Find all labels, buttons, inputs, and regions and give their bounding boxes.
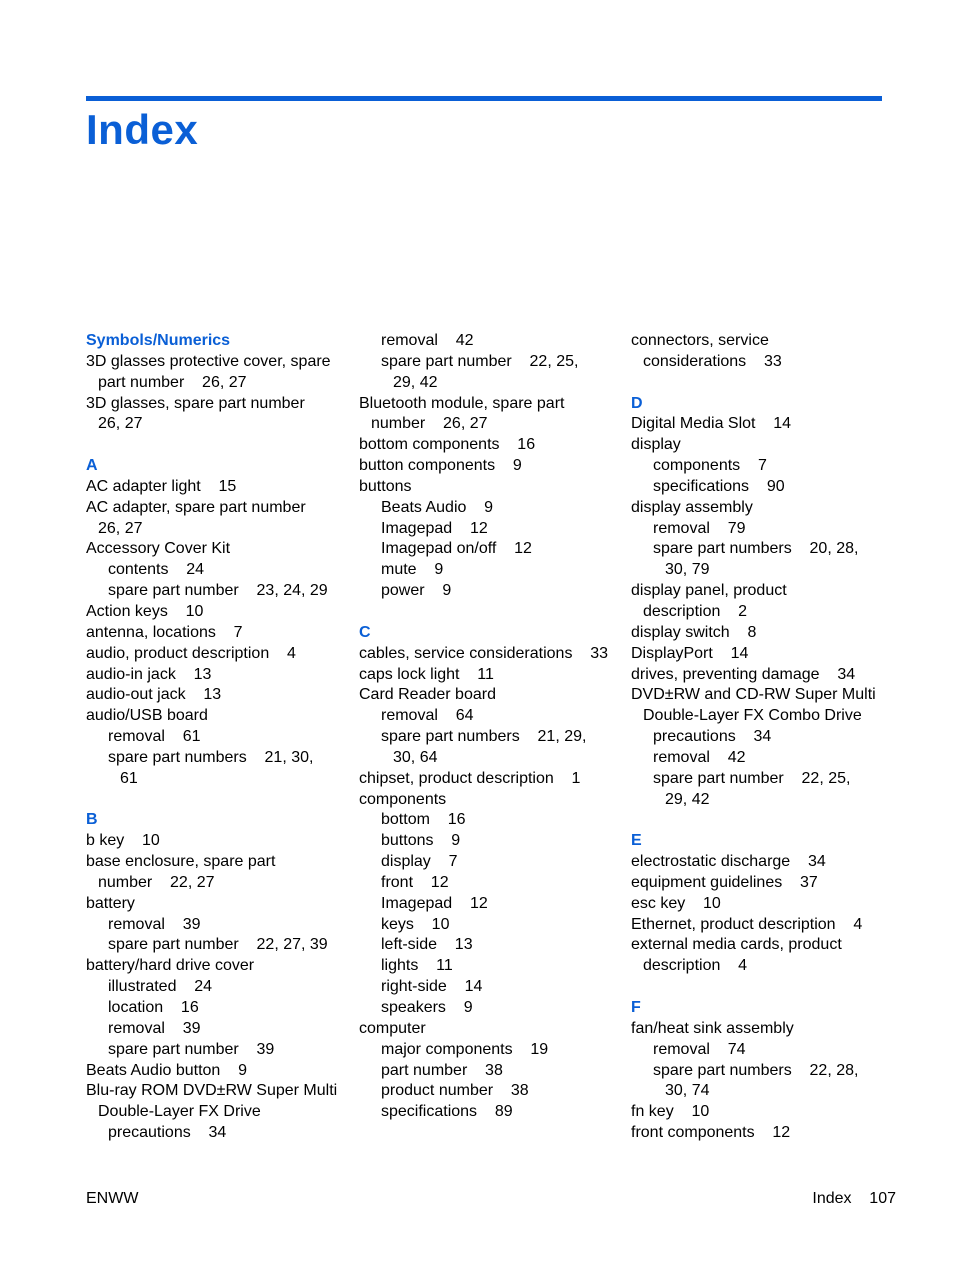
index-section-heading: B bbox=[86, 811, 98, 829]
section-spacer bbox=[86, 790, 348, 811]
index-subentry: buttons 9 bbox=[381, 832, 461, 850]
index-subentry: spare part numbers 21, 30, bbox=[108, 748, 314, 766]
index-subentry: spare part numbers 20, 28, bbox=[653, 540, 859, 558]
page-title: Index bbox=[86, 106, 199, 153]
index-subentry: part number 38 bbox=[381, 1061, 503, 1079]
index-section-heading: C bbox=[359, 623, 371, 641]
index-subentry: 30, 64 bbox=[393, 748, 438, 766]
index-section-heading: Symbols/Numerics bbox=[86, 332, 231, 349]
index-entry: display bbox=[631, 436, 681, 454]
index-entry: 26, 27 bbox=[98, 519, 143, 537]
index-entry: considerations 33 bbox=[643, 352, 782, 370]
index-entry: display switch 8 bbox=[631, 623, 757, 641]
index-entry: audio-in jack 13 bbox=[86, 665, 212, 683]
index-entry: 3D glasses, spare part number bbox=[86, 394, 305, 412]
index-subentry: removal 42 bbox=[381, 332, 474, 349]
index-entry: part number 26, 27 bbox=[98, 373, 247, 391]
index-subentry: 61 bbox=[120, 769, 138, 787]
index-subentry: illustrated 24 bbox=[108, 978, 213, 996]
index-entry: Card Reader board bbox=[359, 686, 496, 704]
index-entry: electrostatic discharge 34 bbox=[631, 853, 826, 871]
index-subentry: front 12 bbox=[381, 873, 449, 891]
index-subentry: product number 38 bbox=[381, 1082, 529, 1100]
index-subentry: left-side 13 bbox=[381, 936, 473, 954]
index-entry: number 26, 27 bbox=[371, 415, 488, 433]
index-entry: external media cards, product bbox=[631, 936, 842, 954]
index-entry: Double-Layer FX Drive bbox=[98, 1103, 261, 1121]
index-section-heading: F bbox=[631, 999, 641, 1016]
index-entry: base enclosure, spare part bbox=[86, 853, 276, 871]
index-subentry: removal 64 bbox=[381, 707, 474, 725]
index-entry: chipset, product description 1 bbox=[359, 769, 581, 787]
index-subentry: display 7 bbox=[381, 853, 458, 871]
index-entry: 3D glasses protective cover, spare bbox=[86, 352, 331, 370]
index-subentry: spare part number 39 bbox=[108, 1040, 275, 1058]
index-subentry: spare part number 22, 25, bbox=[381, 352, 579, 370]
index-subentry: 29, 42 bbox=[665, 790, 710, 808]
index-subentry: spare part numbers 21, 29, bbox=[381, 728, 587, 746]
index-entry: audio, product description 4 bbox=[86, 644, 296, 662]
index-subentry: components 7 bbox=[653, 457, 767, 475]
index-entry: buttons bbox=[359, 477, 412, 495]
index-entry: battery bbox=[86, 894, 135, 912]
index-entry: Digital Media Slot 14 bbox=[631, 415, 792, 433]
section-spacer bbox=[631, 810, 893, 831]
index-entry: Blu-ray ROM DVD±RW Super Multi bbox=[86, 1082, 338, 1100]
index-subentry: mute 9 bbox=[381, 561, 444, 579]
index-entry: cables, service considerations 33 bbox=[359, 644, 609, 662]
index-entry: Bluetooth module, spare part bbox=[359, 394, 565, 412]
section-spacer bbox=[86, 435, 348, 456]
index-column-3 bbox=[631, 331, 893, 1144]
index-column-1 bbox=[86, 331, 348, 1144]
section-spacer bbox=[359, 602, 621, 623]
index-subentry: removal 39 bbox=[108, 915, 201, 933]
index-column-2 bbox=[359, 331, 621, 1123]
index-entry: antenna, locations 7 bbox=[86, 623, 243, 641]
index-entry: Ethernet, product description 4 bbox=[631, 915, 863, 933]
index-subentry: power 9 bbox=[381, 582, 452, 600]
index-entry: fn key 10 bbox=[631, 1103, 710, 1121]
index-entry: 26, 27 bbox=[98, 415, 143, 433]
index-entry: connectors, service bbox=[631, 332, 769, 349]
index-subentry: Imagepad 12 bbox=[381, 519, 488, 537]
index-subentry: removal 42 bbox=[653, 748, 746, 766]
index-subentry: Imagepad on/off 12 bbox=[381, 540, 532, 558]
footer-left: ENWW bbox=[86, 1190, 139, 1207]
section-spacer bbox=[631, 373, 893, 394]
index-entry: AC adapter light 15 bbox=[86, 477, 237, 495]
index-entry: description 2 bbox=[643, 602, 748, 620]
index-subentry: removal 79 bbox=[653, 519, 746, 537]
index-entry: b key 10 bbox=[86, 832, 160, 850]
index-subentry: removal 61 bbox=[108, 728, 201, 746]
index-subentry: specifications 90 bbox=[653, 477, 785, 495]
index-entry: Action keys 10 bbox=[86, 602, 204, 620]
index-subentry: 30, 74 bbox=[665, 1082, 710, 1100]
index-entry: audio-out jack 13 bbox=[86, 686, 222, 704]
index-entry: Beats Audio button 9 bbox=[86, 1061, 248, 1079]
title-rule bbox=[86, 96, 882, 101]
index-subentry: contents 24 bbox=[108, 561, 205, 579]
index-entry: audio/USB board bbox=[86, 707, 208, 725]
index-entry: equipment guidelines 37 bbox=[631, 873, 818, 891]
footer-page-label: Index 107 bbox=[812, 1190, 896, 1207]
section-spacer bbox=[631, 977, 893, 998]
index-entry: display assembly bbox=[631, 498, 753, 516]
index-subentry: location 16 bbox=[108, 999, 199, 1016]
index-entry: computer bbox=[359, 1019, 426, 1037]
index-section-heading: D bbox=[631, 394, 643, 412]
index-entry: battery/hard drive cover bbox=[86, 957, 255, 975]
index-subentry: major components 19 bbox=[381, 1040, 549, 1058]
index-subentry: precautions 34 bbox=[108, 1124, 227, 1142]
index-subentry: 30, 79 bbox=[665, 561, 710, 579]
index-entry: bottom components 16 bbox=[359, 436, 536, 454]
index-subentry: specifications 89 bbox=[381, 1103, 513, 1121]
index-subentry: spare part number 22, 25, bbox=[653, 769, 851, 787]
index-subentry: Beats Audio 9 bbox=[381, 498, 494, 516]
index-subentry: Imagepad 12 bbox=[381, 894, 488, 912]
index-entry: AC adapter, spare part number bbox=[86, 498, 306, 516]
index-subentry: bottom 16 bbox=[381, 811, 466, 829]
index-section-heading: E bbox=[631, 832, 642, 850]
index-subentry: removal 39 bbox=[108, 1019, 201, 1037]
index-entry: display panel, product bbox=[631, 582, 787, 600]
index-entry: drives, preventing damage 34 bbox=[631, 665, 856, 683]
index-subentry: 29, 42 bbox=[393, 373, 438, 391]
index-subentry: lights 11 bbox=[381, 957, 453, 975]
index-subentry: spare part number 23, 24, 29 bbox=[108, 582, 328, 600]
index-entry: number 22, 27 bbox=[98, 873, 215, 891]
index-subentry: precautions 34 bbox=[653, 728, 772, 746]
index-entry: components bbox=[359, 790, 447, 808]
index-entry: Double-Layer FX Combo Drive bbox=[643, 707, 862, 725]
index-subentry: spare part number 22, 27, 39 bbox=[108, 936, 328, 954]
index-section-heading: A bbox=[86, 457, 98, 475]
index-subentry: speakers 9 bbox=[381, 999, 473, 1016]
index-subentry: right-side 14 bbox=[381, 978, 483, 996]
index-entry: DVD±RW and CD-RW Super Multi bbox=[631, 686, 876, 704]
index-entry: esc key 10 bbox=[631, 894, 721, 912]
index-entry: front components 12 bbox=[631, 1124, 791, 1142]
index-subentry: removal 74 bbox=[653, 1040, 746, 1058]
index-entry: caps lock light 11 bbox=[359, 665, 494, 683]
index-entry: description 4 bbox=[643, 957, 748, 975]
index-subentry: keys 10 bbox=[381, 915, 450, 933]
index-entry: button components 9 bbox=[359, 457, 522, 475]
index-entry: DisplayPort 14 bbox=[631, 644, 749, 662]
index-entry: fan/heat sink assembly bbox=[631, 1019, 794, 1037]
index-subentry: spare part numbers 22, 28, bbox=[653, 1061, 859, 1079]
index-entry: Accessory Cover Kit bbox=[86, 540, 231, 558]
